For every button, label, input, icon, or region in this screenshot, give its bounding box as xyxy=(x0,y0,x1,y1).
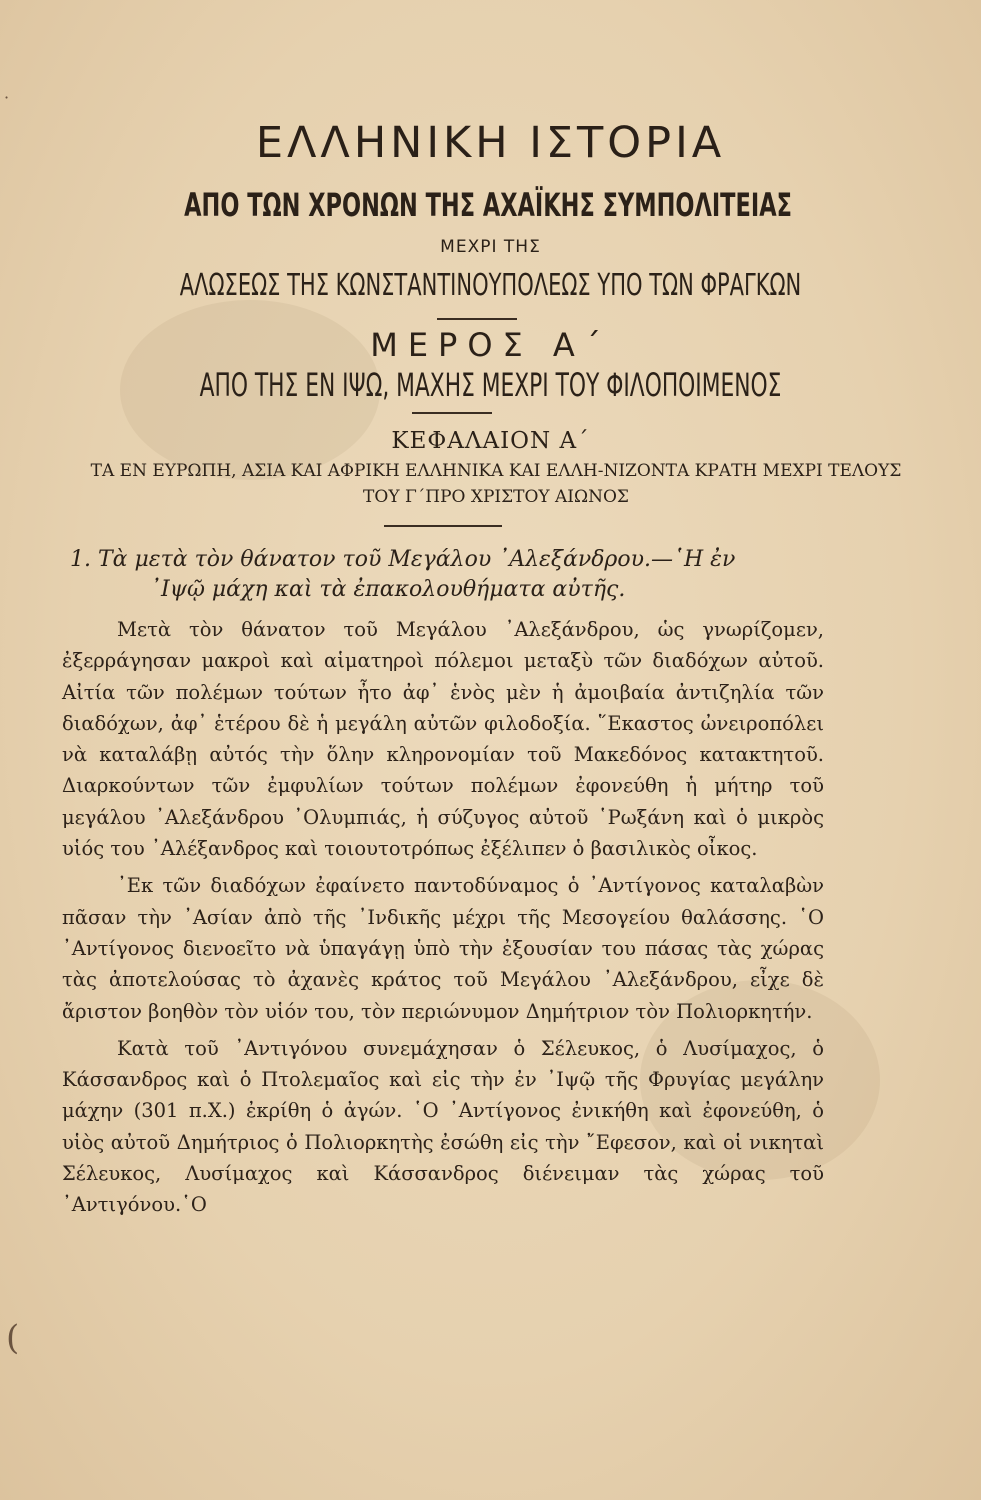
subtitle-line-3: ΑΠΟ ΤΗΣ ΕΝ ΙΨΩ, ΜΑΧΗΣ ΜΕΧΡΙ ΤΟΥ ΦΙΛΟΠΟΙΜΕΝΟΣ xyxy=(199,366,782,404)
paragraph: ᾿Εκ τῶν διαδόχων ἐφαίνετο παντοδύναμος ὁ ᾿Αντίγονος καταλαβὼν πᾶσαν τὴν ᾿Ασίαν ἀπὸ τῆς ᾿Ινδικῆς μέχρι τῆς Μεσογείου θαλάσσης. ῾Ο ᾿Αντίγονος διενοεῖτο νὰ ὑπαγάγῃ ὑπὸ τὴν ἐξουσίαν του πάσας τὰς χώρας τὰς ἀποτελούσας τὸ ἀχανὲς κράτος τοῦ Μεγάλου ᾿Αλεξάνδρου, εἶχε δὲ ἄριστον βοηθὸν τὸν υἱόν του, τὸν περιώνυμον Δημήτριον τὸν Πολιορκητήν. xyxy=(62,874,824,1023)
part-title: ΜΕΡΟΣ Α΄ xyxy=(370,326,611,364)
section-heading xyxy=(70,545,860,605)
margin-mark: · xyxy=(4,88,10,107)
paragraph: Κατὰ τοῦ ᾿Αντιγόνου συνεμάχησαν ὁ Σέλευκος, ὁ Λυσίμαχος, ὁ Κάσσανδρος καὶ ὁ Πτολεμαῖος καὶ εἰς τὴν ἐν ᾿Ιψῷ τῆς Φρυγίας μεγάλην μάχην (301 π.Χ.) ἐκρίθη ὁ ἀγών. ῾Ο ᾿Αντίγονος ἐνικήθη καὶ ἐφονεύθη, ὁ υἱὸς αὐτοῦ Δημήτριος ὁ Πολιορκητὴς ἐσώθη εἰς τὴν ῎Εφεσον, καὶ οἱ νικηταὶ Σέλευκος, Λυσίμαχος καὶ Κάσσανδρος διένειμαν τὰς χώρας τοῦ ᾿Αντιγόνου.῾Ο xyxy=(62,1036,824,1217)
section-heading-line-1: 1. Τὰ μετὰ τὸν θάνατον τοῦ Μεγάλου ᾿Αλεξάνδρου.—῾Η ἐν xyxy=(70,547,736,572)
divider xyxy=(437,318,517,320)
margin-mark: ( xyxy=(6,1318,20,1358)
chapter-description: ΤΑ ΕΝ ΕΥΡΩΠΗ, ΑΣΙΑ ΚΑΙ ΑΦΡΙΚΗ ΕΛΛΗΝΙΚΑ ΚΑΙ ΕΛΛΗ-ΝΙΖΟΝΤΑ ΚΡΑΤΗ ΜΕΧΡΙ ΤΕΛΟΥΣ ΤΟΥ Γ΄ΠΡΟ ΧΡΙΣΤΟΥ ΑΙΩΝΟΣ xyxy=(90,461,902,507)
body-text xyxy=(62,614,824,1221)
subtitle-small: ΜΕΧΡΙ ΤΗΣ xyxy=(440,237,541,257)
subtitle-line-2: ΑΛΩΣΕΩΣ ΤΗΣ ΚΩΝΣΤΑΝΤΙΝΟΥΠΟΛΕΩΣ ΥΠΟ ΤΩΝ ΦΡΑΓΚΩΝ xyxy=(179,268,802,303)
divider xyxy=(412,412,492,414)
divider xyxy=(384,525,502,527)
chapter-heading: ΚΕΦΑΛΑΙΟΝ Α΄ xyxy=(391,428,590,454)
section-heading-line-2: ᾿Ιψῷ μάχη καὶ τὰ ἐπακολουθήματα αὐτῆς. xyxy=(150,577,626,602)
paragraph: Μετὰ τὸν θάνατον τοῦ Μεγάλου ᾿Αλεξάνδρου, ὡς γνωρίζομεν, ἐξερράγησαν μακροὶ καὶ αἱματηροὶ πόλεμοι μεταξὺ τῶν διαδόχων αὐτοῦ. Αἰτία τῶν πολέμων τούτων ἦτο ἀφ᾿ ἑνὸς μὲν ἡ ἀμοιβαία ἀντιζηλία τῶν διαδόχων, ἀφ᾿ ἑτέρου δὲ ἡ μεγάλη αὐτῶν φιλοδοξία. ῞Εκαστος ὠνειροπόλει νὰ καταλάβῃ αὐτός τὴν ὅλην κληρονομίαν τοῦ Μακεδόνος κατακτητοῦ. Διαρκούντων τῶν ἐμφυλίων τούτων πολέμων ἐφονεύθη ἡ μήτηρ τοῦ μεγάλου ᾿Αλεξάνδρου ᾿Ολυμπιάς, ἡ σύζυγος αὐτοῦ ῾Ρωξάνη καὶ ὁ μικρὸς υἱός του ᾿Αλέξανδρος καὶ τοιουτοτρόπως ἐξέλιπεν ὁ βασιλικὸς οἶκος. xyxy=(62,618,824,861)
subtitle-line-1: ΑΠΟ ΤΩΝ ΧΡΟΝΩΝ ΤΗΣ ΑΧΑΪΚΗΣ ΣΥΜΠΟΛΙΤΕΙΑΣ xyxy=(184,186,792,224)
book-title: ΕΛΛΗΝΙΚΗ ΙΣΤΟΡΙΑ xyxy=(255,118,726,168)
